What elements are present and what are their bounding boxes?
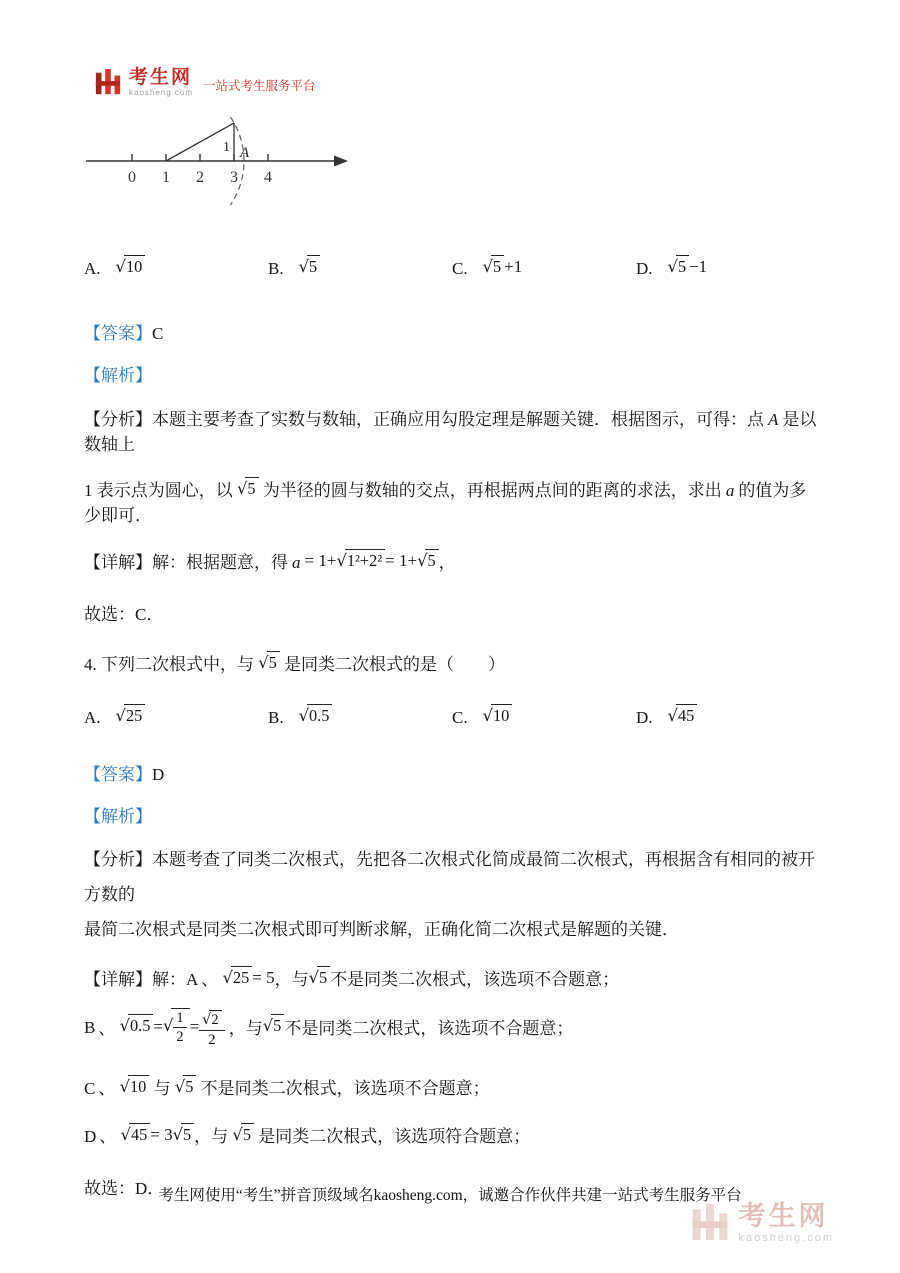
radicand: 5 bbox=[241, 1123, 254, 1145]
option-label: A. bbox=[84, 259, 101, 278]
answer-value: D bbox=[152, 765, 165, 784]
option-suffix: −1 bbox=[689, 257, 708, 276]
sqrt-expression bbox=[299, 255, 321, 277]
radicand: 25 bbox=[124, 704, 145, 726]
leg-length-label: 1 bbox=[223, 140, 230, 155]
radicand: 5 bbox=[491, 255, 504, 277]
detail-text: ，与 bbox=[228, 1018, 263, 1038]
fraction bbox=[199, 1010, 224, 1049]
radicand: 5 bbox=[425, 549, 438, 571]
q3-option-a bbox=[84, 255, 268, 279]
radical-sign: √ bbox=[115, 257, 126, 276]
sqrt-expression bbox=[336, 549, 385, 571]
stem-text: 是同类二次根式的是（ ） bbox=[284, 655, 506, 674]
fraction-numerator: 1 bbox=[173, 1010, 186, 1029]
tick-label-0: 0 bbox=[128, 169, 136, 186]
detail-text: 【详解】解：根据题意，得 bbox=[84, 553, 288, 572]
radicand: 25 bbox=[231, 966, 252, 988]
q3-analysis-line1 bbox=[84, 405, 820, 455]
radicand: 5 bbox=[317, 966, 330, 988]
tick-label-2: 2 bbox=[196, 169, 204, 186]
option-label: D. bbox=[636, 259, 653, 278]
radical-sign: √ bbox=[308, 967, 319, 987]
radicand: 0.5 bbox=[128, 1014, 153, 1036]
sqrt-expression bbox=[258, 651, 280, 673]
variable-A: A bbox=[768, 410, 779, 429]
number-line-svg bbox=[84, 109, 354, 214]
formula-text: = 1+ bbox=[385, 551, 418, 570]
detail-text: 、 bbox=[99, 1127, 117, 1147]
radicand: 10 bbox=[491, 704, 512, 726]
detail-text: 、 bbox=[98, 1018, 116, 1038]
radical-sign: √ bbox=[120, 1125, 131, 1145]
tick-label-1: 1 bbox=[162, 169, 170, 186]
radical-sign: √ bbox=[115, 706, 126, 725]
stem-text: 4. 下列二次根式中，与 bbox=[84, 655, 254, 674]
analysis-text: 最简二次根式是同类二次根式即可判断求解，正确化简二次根式是解题的关键． bbox=[84, 919, 679, 939]
q4-option-d bbox=[636, 704, 820, 728]
sqrt-expression bbox=[417, 549, 439, 571]
q3-options bbox=[84, 255, 820, 279]
q4-analysis bbox=[84, 843, 820, 948]
radical-sign: √ bbox=[298, 257, 309, 276]
radicand: 5 bbox=[267, 651, 280, 673]
fraction-denominator: 2 bbox=[176, 1029, 184, 1046]
q4-detail-line-d bbox=[84, 1122, 820, 1147]
brand-domain: kaosheng.com bbox=[129, 88, 194, 97]
q4-option-b bbox=[268, 704, 452, 728]
radical-sign: √ bbox=[232, 1125, 243, 1145]
footer-text: 考生网使用“考生”拼音顶级域名kaosheng.com，诚邀合作伙伴共建一站式考生服务平台 bbox=[158, 1187, 742, 1204]
watermark-text-block bbox=[738, 1203, 834, 1244]
radicand bbox=[171, 1008, 189, 1046]
detail-text: 与 bbox=[153, 1079, 171, 1099]
radical-sign: √ bbox=[172, 1125, 183, 1145]
detail-text: ，与 bbox=[274, 969, 309, 989]
q4-detail-line-a bbox=[84, 965, 820, 990]
variable-a: a bbox=[292, 553, 301, 572]
detail-text: 、 bbox=[98, 1079, 116, 1099]
sqrt-expression bbox=[263, 1014, 285, 1036]
radical-sign: √ bbox=[482, 706, 493, 725]
brand-logo-icon bbox=[94, 69, 122, 97]
radical-sign: √ bbox=[174, 1077, 186, 1097]
radicand: 5 bbox=[183, 1075, 196, 1097]
detail-text: ，与 bbox=[194, 1127, 229, 1147]
tick-label-4: 4 bbox=[264, 169, 272, 186]
q4-option-a bbox=[84, 704, 268, 728]
option-letter: C bbox=[84, 1079, 96, 1099]
radicand: 0.5 bbox=[307, 704, 332, 726]
variable-a: a bbox=[725, 481, 735, 500]
radical-sign: √ bbox=[162, 1016, 174, 1036]
q3-analysis-line2 bbox=[84, 476, 820, 526]
brand-text-block bbox=[129, 68, 193, 97]
radicand: 10 bbox=[128, 1075, 149, 1097]
q3-option-b bbox=[268, 255, 452, 279]
sqrt-expression bbox=[483, 704, 513, 726]
radical-sign: √ bbox=[258, 653, 269, 672]
radicand: 10 bbox=[124, 255, 145, 277]
sqrt-expression bbox=[121, 1123, 151, 1145]
analysis-text: 【分析】本题主要考查了实数与数轴，正确应用勾股定理是解题关键．根据图示，可得：点 bbox=[84, 410, 764, 429]
point-a-label: A bbox=[240, 145, 250, 161]
analysis-text: 【分析】本题考查了同类二次根式，先把各二次根式化简成最简二次根式，再根据含有相同的被开方数的 bbox=[84, 850, 815, 904]
fraction-numerator bbox=[199, 1010, 224, 1031]
q4-conclusion: 故选：D． bbox=[84, 1179, 165, 1199]
number-line-figure bbox=[84, 109, 820, 219]
radicand: 5 bbox=[271, 1014, 284, 1036]
option-label: C. bbox=[452, 259, 468, 278]
q3-jiexi-tag: 【解析】 bbox=[84, 366, 152, 385]
analysis-text: 为半径的圆与数轴的交点，再根据两点间的距离的求法，求出 bbox=[262, 481, 722, 500]
detail-text: 不是同类二次根式，该选项不合题意； bbox=[200, 1079, 490, 1099]
radical-sign: √ bbox=[262, 1016, 274, 1036]
sqrt-expression bbox=[668, 704, 698, 726]
q3-detail-line bbox=[84, 548, 820, 573]
answer-tag: 【答案】 bbox=[84, 765, 152, 784]
radical-sign: √ bbox=[119, 1016, 130, 1036]
q4-stem bbox=[84, 650, 820, 675]
sqrt-expression bbox=[116, 704, 146, 726]
q4-jiexi-tag: 【解析】 bbox=[84, 807, 152, 826]
sqrt-expression bbox=[175, 1075, 197, 1097]
sqrt-expression bbox=[668, 255, 690, 277]
q3-answer-line bbox=[84, 319, 820, 344]
radical-sign: √ bbox=[119, 1077, 130, 1097]
radicand: 5 bbox=[307, 255, 320, 277]
option-letter: A bbox=[186, 969, 199, 989]
radicand: 1²+2² bbox=[345, 549, 385, 571]
sqrt-expression bbox=[299, 704, 333, 726]
radical-sign: √ bbox=[667, 257, 678, 276]
sqrt-expression bbox=[173, 1123, 195, 1145]
analysis-text: 是以数轴上 bbox=[84, 410, 817, 454]
sqrt-expression bbox=[120, 1075, 150, 1097]
fraction bbox=[173, 1010, 186, 1046]
sqrt-expression bbox=[202, 1010, 221, 1029]
q3-option-c bbox=[452, 255, 636, 279]
sqrt-expression bbox=[120, 1014, 154, 1036]
radical-sign: √ bbox=[237, 479, 248, 498]
radical-sign: √ bbox=[202, 1011, 212, 1028]
sqrt-expression bbox=[116, 255, 146, 277]
detail-text: 【详解】解： bbox=[84, 969, 186, 989]
option-label: B. bbox=[268, 708, 284, 727]
q3-conclusion: 故选：C． bbox=[84, 605, 164, 624]
fraction-denominator: 2 bbox=[208, 1031, 216, 1048]
answer-tag: 【答案】 bbox=[84, 324, 152, 343]
brand-tagline: 一站式考生服务平台 bbox=[203, 78, 316, 93]
formula-text: = bbox=[189, 1016, 200, 1036]
brand-name: 考生网 bbox=[129, 67, 193, 88]
formula-text: = 3 bbox=[150, 1125, 173, 1145]
radical-sign: √ bbox=[482, 257, 493, 276]
detail-text: 不是同类二次根式，该选项不合题意； bbox=[284, 1018, 574, 1038]
radical-sign: √ bbox=[667, 706, 678, 725]
radical-sign: √ bbox=[298, 706, 309, 725]
answer-value: C bbox=[152, 324, 164, 343]
radicand: 5 bbox=[245, 477, 258, 499]
q4-detail-line-b bbox=[84, 1008, 820, 1050]
q4-detail-line-c bbox=[84, 1074, 820, 1099]
radical-sign: √ bbox=[336, 551, 347, 570]
formula-tail: ， bbox=[438, 553, 456, 572]
q3-option-d bbox=[636, 255, 820, 279]
formula-text: = 5 bbox=[252, 967, 275, 987]
option-suffix: +1 bbox=[504, 257, 523, 276]
radical-sign: √ bbox=[222, 967, 233, 987]
q4-option-c bbox=[452, 704, 636, 728]
analysis-text: 1 表示点为圆心，以 bbox=[84, 481, 233, 500]
radicand: 5 bbox=[181, 1123, 194, 1145]
detail-text: 、 bbox=[201, 969, 219, 989]
watermark-brand: 考生网 bbox=[738, 1201, 829, 1231]
document-content bbox=[84, 0, 820, 1199]
radicand: 45 bbox=[676, 704, 697, 726]
sqrt-expression bbox=[483, 255, 505, 277]
option-label: C. bbox=[452, 708, 468, 727]
formula-text: = 1+ bbox=[304, 551, 337, 570]
option-label: B. bbox=[268, 259, 284, 278]
sqrt-expression bbox=[309, 966, 331, 988]
q4-answer-line bbox=[84, 760, 820, 785]
axis-arrow-icon bbox=[334, 156, 348, 167]
tick-label-3: 3 bbox=[230, 169, 238, 186]
brand-logo bbox=[94, 68, 820, 97]
radicand: 45 bbox=[129, 1123, 150, 1145]
detail-text: 不是同类二次根式，该选项不合题意； bbox=[330, 969, 620, 989]
sqrt-expression bbox=[232, 1123, 254, 1145]
option-label: A. bbox=[84, 708, 101, 727]
radicand: 2 bbox=[209, 1010, 221, 1029]
watermark-logo bbox=[690, 1203, 834, 1244]
sqrt-expression bbox=[237, 477, 259, 499]
detail-text: 是同类二次根式，该选项符合题意； bbox=[258, 1127, 531, 1147]
radicand: 5 bbox=[676, 255, 689, 277]
option-letter: D bbox=[84, 1127, 97, 1147]
q4-options bbox=[84, 704, 820, 728]
watermark-logo-icon bbox=[690, 1204, 730, 1244]
option-letter: B bbox=[84, 1018, 96, 1038]
option-label: D. bbox=[636, 708, 653, 727]
sqrt-expression bbox=[163, 1008, 190, 1046]
radical-sign: √ bbox=[417, 551, 428, 570]
formula-text: = bbox=[153, 1016, 163, 1036]
watermark-domain: kaosheng.com bbox=[738, 1232, 834, 1244]
sqrt-expression bbox=[223, 966, 253, 988]
analysis-text: 的值为多少即可． bbox=[84, 481, 807, 525]
